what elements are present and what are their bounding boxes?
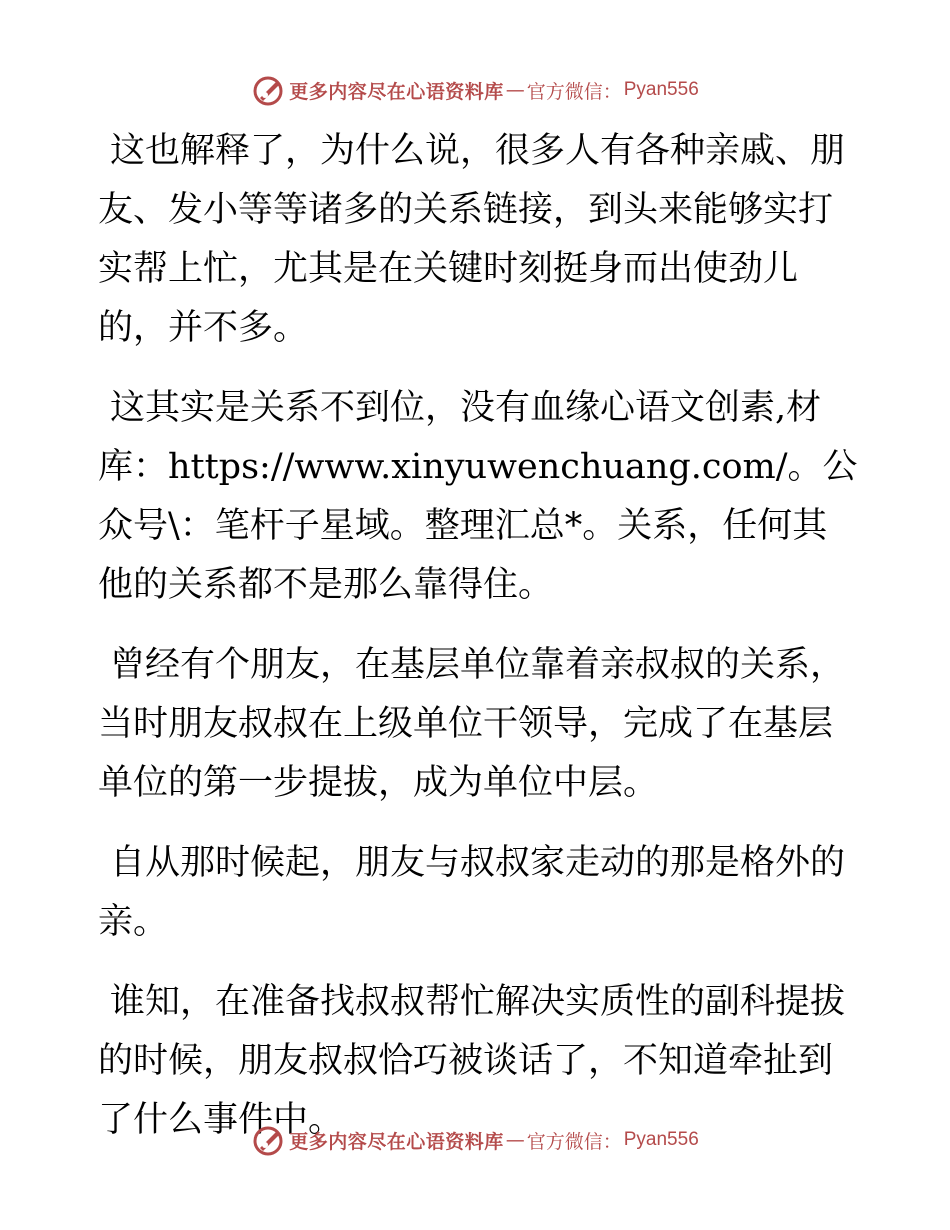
wechat-label: 官方微信：: [526, 80, 622, 103]
pen-logo-icon: [251, 73, 285, 107]
wechat-handle: Pyan556: [623, 79, 699, 100]
wechat-label: 官方微信：: [526, 1130, 622, 1153]
document-body: [98, 122, 858, 1171]
wechat-handle: Pyan556: [623, 1129, 699, 1150]
pen-logo-icon: [251, 1123, 285, 1157]
header-watermark: [0, 70, 950, 110]
paragraph: 谁知，在准备找叔叔帮忙解决实质性的副科提拔的时候，朋友叔叔恰巧被谈话了，不知道牵扯到了什么事件中。: [98, 982, 846, 1140]
paragraph: 这也解释了，为什么说，很多人有各种亲戚、朋友、发小等等诸多的关系链接，到头来能够实打实帮上忙，尤其是在关键时刻挺身而出使劲儿的，并不多。: [98, 131, 846, 348]
brand-text: 更多内容尽在心语资料库: [289, 1130, 504, 1153]
paragraph: 这其实是关系不到位，没有血缘心语文创素,材库：https://www.xinyuwenchuang.com/。公众号\：笔杆子星域。整理汇总*。关系，任何其他的关系都不是那么靠得住。: [98, 388, 858, 605]
separator-text: —: [505, 79, 525, 101]
paragraph: 曾经有个朋友，在基层单位靠着亲叔叔的关系，当时朋友叔叔在上级单位干领导，完成了在基层单位的第一步提拔，成为单位中层。: [98, 645, 846, 803]
separator-text: —: [505, 1129, 525, 1151]
brand-text: 更多内容尽在心语资料库: [289, 80, 504, 103]
paragraph: 自从那时候起，朋友与叔叔家走动的那是格外的亲。: [98, 843, 846, 942]
footer-watermark: [0, 1120, 950, 1160]
